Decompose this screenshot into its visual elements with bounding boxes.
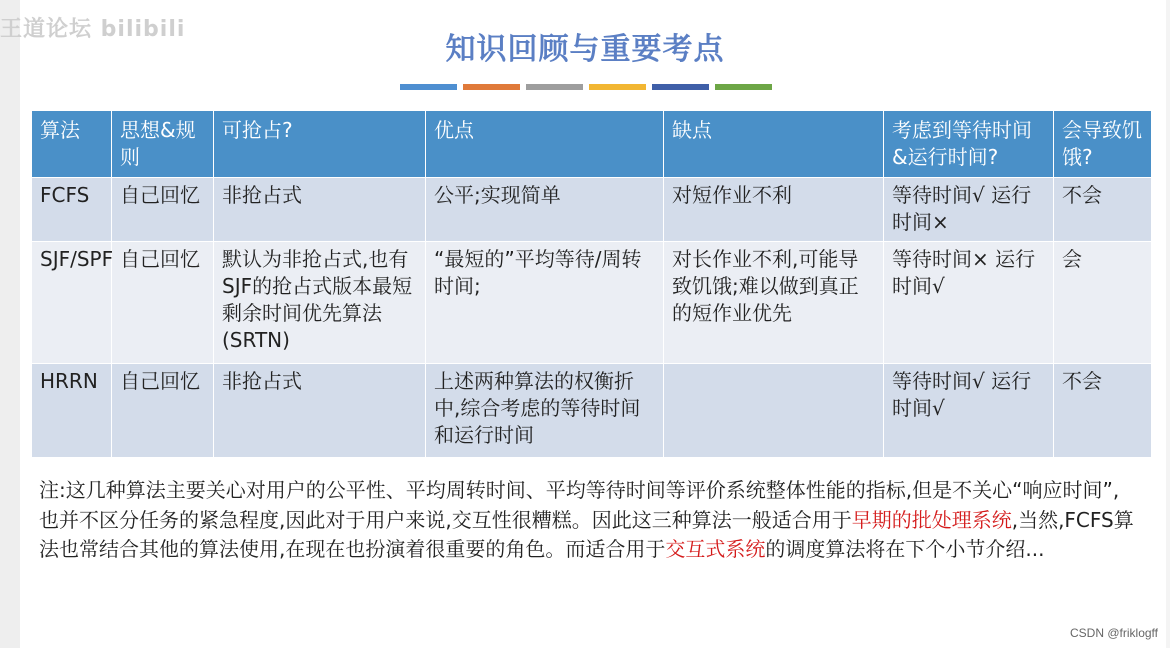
table-header-row [32,111,1152,178]
table-row [32,364,1152,458]
left-margin [0,0,20,648]
header-starvation: 会导致饥饿? [1054,111,1152,178]
header-cons: 缺点 [664,111,884,178]
header-idea: 思想&规则 [112,111,214,178]
cell-algorithm: SJF/SPF [32,242,112,364]
table-row [32,178,1152,242]
cell-algorithm: FCFS [32,178,112,242]
title-underline-segment-2 [463,84,520,90]
summary-note [39,476,1139,565]
cell-cons: 对短作业不利 [664,178,884,242]
cell-preemptive: 默认为非抢占式,也有SJF的抢占式版本最短剩余时间优先算法(SRTN) [214,242,426,364]
title-underline-segment-3 [526,84,583,90]
cell-starvation: 会 [1054,242,1152,364]
slide-title: 知识回顾与重要考点 [445,32,725,67]
title-underline-segment-1 [400,84,457,90]
cell-consider: 等待时间× 运行时间√ [884,242,1054,364]
algorithm-comparison-table [31,110,1152,458]
cell-pros: “最短的”平均等待/周转时间; [426,242,664,364]
cell-starvation: 不会 [1054,178,1152,242]
title-underline-segment-5 [652,84,709,90]
title-underline-segment-6 [715,84,772,90]
cell-algorithm: HRRN [32,364,112,458]
cell-idea: 自己回忆 [112,178,214,242]
header-preemptive: 可抢占? [214,111,426,178]
cell-preemptive: 非抢占式 [214,178,426,242]
header-pros: 优点 [426,111,664,178]
cell-preemptive: 非抢占式 [214,364,426,458]
title-underline-segment-4 [589,84,646,90]
cell-idea: 自己回忆 [112,364,214,458]
header-algorithm: 算法 [32,111,112,178]
cell-cons [664,364,884,458]
note-text-3: 的调度算法将在下个小节介绍... [765,537,1045,561]
csdn-credit: CSDN @friklogff [1070,626,1158,640]
cell-pros: 上述两种算法的权衡折中,综合考虑的等待时间和运行时间 [426,364,664,458]
cell-idea: 自己回忆 [112,242,214,364]
note-highlight-interactive-systems: 交互式系统 [665,537,766,561]
cell-consider: 等待时间√ 运行时间× [884,178,1054,242]
note-highlight-batch-systems: 早期的批处理系统 [851,507,1012,532]
note-text-1: 注:这几种算法主要关心对用户的公平性、平均周转时间、平均等待时间等评价系统整体性能的指标,但是不关心“响应时间”,也并不区分任务的紧急程度,因此对于用户来说,交互性很糟糕。因此这三种算法一般适合用于 [39,478,1120,532]
cell-starvation: 不会 [1054,364,1152,458]
cell-cons: 对长作业不利,可能导致饥饿;难以做到真正的短作业优先 [664,242,884,364]
note-text-2: ,当然,FCFS算法也常结合其他的算法使用,在现在也扮演着很重要的角色。而适合用于 [39,507,1134,561]
cell-pros: 公平;实现简单 [426,178,664,242]
header-consider: 考虑到等待时间&运行时间? [884,111,1054,178]
cell-consider: 等待时间√ 运行时间√ [884,364,1054,458]
video-watermark: 王道论坛 bilibili [0,17,186,42]
table-row [32,242,1152,364]
